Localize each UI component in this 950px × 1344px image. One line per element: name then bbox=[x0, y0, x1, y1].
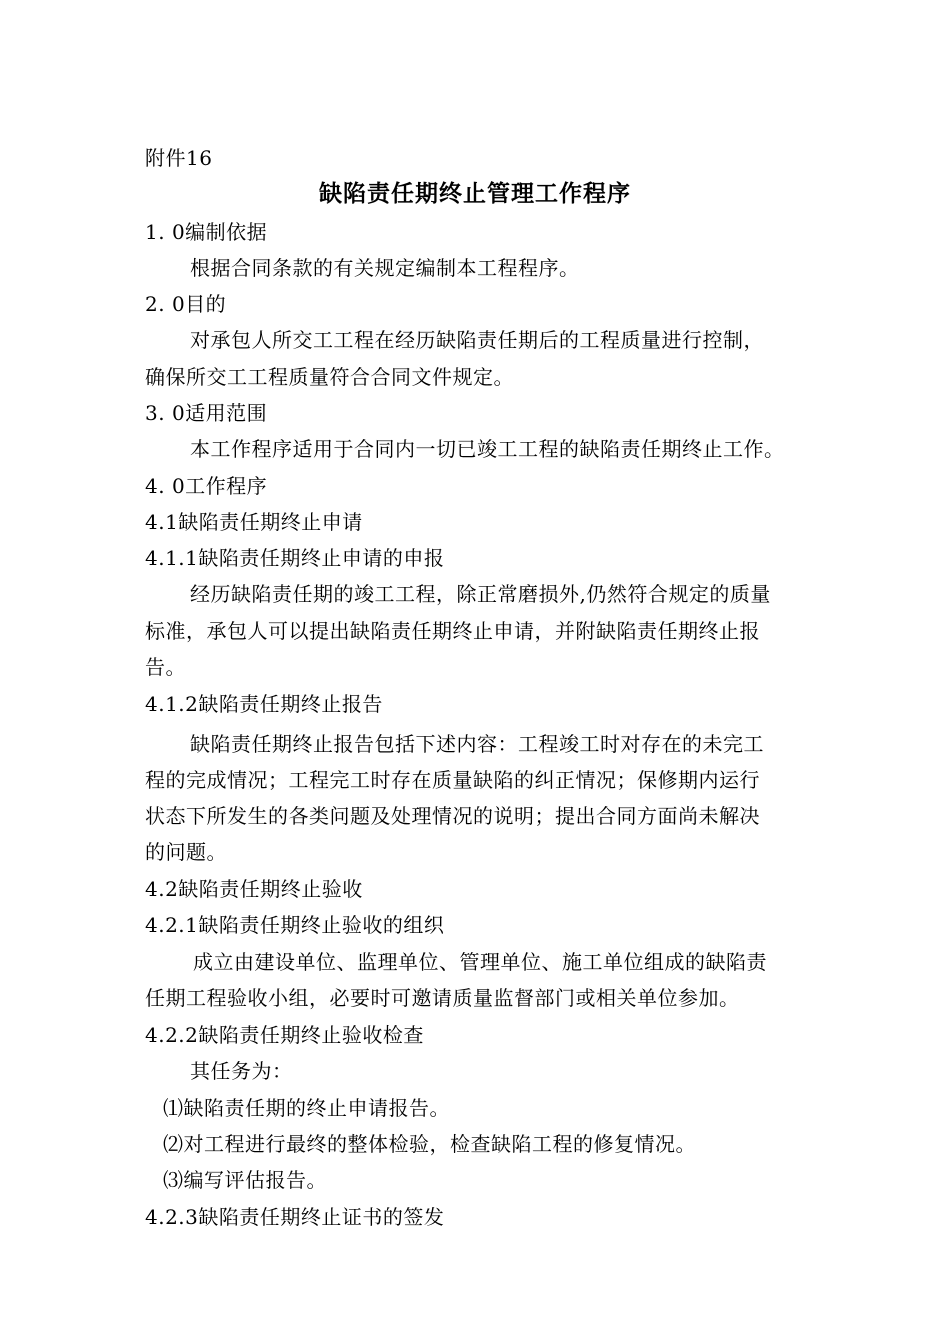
paragraph-line: 状态下所发生的各类问题及处理情况的说明；提出合同方面尚未解决 bbox=[145, 804, 760, 828]
list-item: ⑴缺陷责任期的终止申请报告。 bbox=[163, 1096, 450, 1120]
paragraph-line: 经历缺陷责任期的竣工工程，除正常磨损外,仍然符合规定的质量 bbox=[190, 582, 771, 606]
paragraph-line: 标准，承包人可以提出缺陷责任期终止申请，并附缺陷责任期终止报 bbox=[145, 619, 760, 643]
attachment-label: 附件16 bbox=[145, 146, 213, 170]
paragraph-line: 缺陷责任期终止报告包括下述内容：工程竣工时对存在的未完工 bbox=[190, 732, 764, 756]
paragraph-line: 确保所交工工程质量符合合同文件规定。 bbox=[145, 365, 514, 389]
paragraph-line: 的问题。 bbox=[145, 840, 227, 864]
paragraph-line: 成立由建设单位、监理单位、管理单位、施工单位组成的缺陷责 bbox=[193, 950, 767, 974]
paragraph-line: 对承包人所交工工程在经历缺陷责任期后的工程质量进行控制， bbox=[190, 328, 764, 352]
paragraph-line: 其任务为： bbox=[190, 1059, 293, 1083]
paragraph-line: 任期工程验收小组，必要时可邀请质量监督部门或相关单位参加。 bbox=[145, 986, 740, 1010]
document-title: 缺陷责任期终止管理工作程序 bbox=[319, 181, 631, 207]
paragraph-line: 告。 bbox=[145, 655, 186, 679]
subsection-heading: 4.1.1缺陷责任期终止申请的申报 bbox=[145, 546, 445, 570]
subsection-heading: 4.1缺陷责任期终止申请 bbox=[145, 510, 363, 534]
section-heading: 3. 0适用范围 bbox=[145, 401, 268, 425]
list-item: ⑶编写评估报告。 bbox=[163, 1168, 327, 1192]
list-item: ⑵对工程进行最终的整体检验，检查缺陷工程的修复情况。 bbox=[163, 1132, 696, 1156]
paragraph-line: 本工作程序适用于合同内一切已竣工工程的缺陷责任期终止工作。 bbox=[190, 437, 785, 461]
subsection-heading: 4.2.2缺陷责任期终止验收检查 bbox=[145, 1023, 424, 1047]
paragraph-line: 根据合同条款的有关规定编制本工程程序。 bbox=[190, 256, 580, 280]
subsection-heading: 4.2缺陷责任期终止验收 bbox=[145, 877, 363, 901]
section-heading: 1. 0编制依据 bbox=[145, 220, 268, 244]
section-heading: 4. 0工作程序 bbox=[145, 474, 268, 498]
paragraph-line: 程的完成情况；工程完工时存在质量缺陷的纠正情况；保修期内运行 bbox=[145, 768, 760, 792]
subsection-heading: 4.1.2缺陷责任期终止报告 bbox=[145, 692, 383, 716]
subsection-heading: 4.2.3缺陷责任期终止证书的签发 bbox=[145, 1205, 445, 1229]
section-heading: 2. 0目的 bbox=[145, 292, 227, 316]
subsection-heading: 4.2.1缺陷责任期终止验收的组织 bbox=[145, 913, 445, 937]
